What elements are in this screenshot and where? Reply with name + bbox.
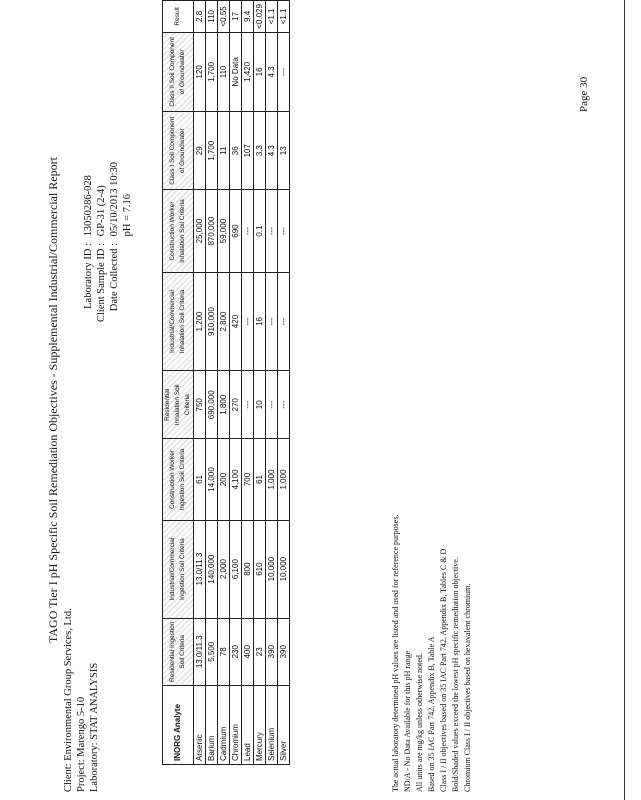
table-cell: 3.3 — [254, 112, 266, 190]
bottom-rule — [624, 0, 625, 800]
client-sample-id-value: GP-31 (2-4) — [96, 185, 107, 237]
table-cell: 910,000 — [206, 272, 218, 371]
table-cell: <1.1 — [278, 1, 290, 33]
table-cell: 420 — [230, 272, 242, 371]
table-cell: --- — [266, 190, 278, 272]
table-row — [194, 1, 206, 765]
table-cell: 200 — [218, 439, 230, 520]
analyte-name: Cadmium — [218, 686, 230, 765]
analyte-name: Mercury — [254, 686, 266, 765]
table-cell: 11 — [218, 112, 230, 190]
client-sample-id-row — [95, 154, 108, 322]
laboratory-label: Laboratory: — [89, 742, 100, 792]
client-label: Client: — [63, 763, 74, 792]
analyte-name: Selenium — [266, 686, 278, 765]
table-cell: 110 — [218, 32, 230, 111]
table-cell: 61 — [254, 439, 266, 520]
analyte-name: Chromium — [230, 686, 242, 765]
table-cell: 78 — [218, 618, 230, 685]
table-cell: 800 — [242, 520, 254, 618]
table-row — [266, 1, 278, 765]
table-cell: --- — [278, 190, 290, 272]
table-cell: <0.029 — [254, 1, 266, 33]
table-cell: No Data — [230, 32, 242, 111]
table-cell: 270 — [230, 371, 242, 439]
table-cell: 1,700 — [206, 112, 218, 190]
table-cell: 390 — [266, 618, 278, 685]
table-cell: 1,200 — [194, 272, 206, 371]
table-cell: --- — [278, 371, 290, 439]
table-cell: 140,000 — [206, 520, 218, 618]
table-cell: 690,000 — [206, 371, 218, 439]
table-cell: 25,000 — [194, 190, 206, 272]
table-cell: 110 — [206, 1, 218, 33]
column-header: Construction Worker Ingestion Soil Criteria — [163, 439, 194, 520]
table-row — [254, 1, 266, 765]
table-cell: 400 — [242, 618, 254, 685]
date-collected-row — [108, 154, 121, 322]
table-cell: 1,000 — [266, 439, 278, 520]
table-cell: 0.1 — [254, 190, 266, 272]
laboratory-value: STAT ANALYSIS — [89, 662, 100, 740]
footnote: Chromium Class I / II objectives based on hexavalent chromium. — [463, 583, 472, 792]
table-row — [206, 1, 218, 765]
table-cell: 10,000 — [278, 520, 290, 618]
table-cell: 29 — [194, 112, 206, 190]
table-cell: --- — [278, 32, 290, 111]
column-header: Residential Inhalation Soil Criteria — [163, 371, 194, 439]
table-cell: 4.3 — [266, 112, 278, 190]
date-collected-value: 05/10/2013 10:30 — [109, 161, 120, 237]
table-cell: 59,000 — [218, 190, 230, 272]
table-cell: 9.4 — [242, 1, 254, 33]
column-header: Industrial/Commercial Ingestion Soil Criteria — [163, 520, 194, 618]
analyte-name: Barium — [206, 686, 218, 765]
sample-info-block — [82, 154, 134, 322]
column-header: Construction Worker Inhalation Soil Criteria — [163, 190, 194, 272]
client-info-block — [62, 608, 101, 792]
project-row — [75, 608, 88, 792]
table-cell: 610 — [254, 520, 266, 618]
column-header: Residential Ingestion Soil Criteria — [163, 618, 194, 685]
table-cell: 10 — [254, 371, 266, 439]
footnote: ND/A - No Data Available for this pH range — [403, 650, 412, 792]
table-cell: 36 — [230, 112, 242, 190]
table-cell: 120 — [194, 32, 206, 111]
table-cell: 2,800 — [218, 272, 230, 371]
analyte-name: Arsenic — [194, 686, 206, 765]
table-cell: 10,000 — [266, 520, 278, 618]
ph-row — [121, 154, 134, 322]
table-cell: 4.3 — [266, 32, 278, 111]
table-cell: 6,100 — [230, 520, 242, 618]
table-cell: 107 — [242, 112, 254, 190]
corner-label: INORG Analyte — [163, 686, 194, 765]
table-row — [230, 1, 242, 765]
footnotes — [390, 515, 474, 792]
table-row — [218, 1, 230, 765]
table-cell: 4,100 — [230, 439, 242, 520]
laboratory-row — [88, 608, 101, 792]
table-cell: 13.0/11.3 — [194, 520, 206, 618]
table-cell: --- — [242, 272, 254, 371]
column-header: Result — [163, 1, 194, 33]
footnote: The actual laboratory determined pH values are listed and used for reference purposes. — [391, 514, 400, 792]
table-cell: --- — [266, 272, 278, 371]
footnote: Class I / II objectives based on 35 IAC Part 742, Appendix B, Tables C & D — [439, 548, 448, 792]
analyte-name: Lead — [242, 686, 254, 765]
table-cell: <1.1 — [266, 1, 278, 33]
table-cell: 700 — [242, 439, 254, 520]
footnote: Bold/Shaded values exceed the lowest pH specific remediation objective. — [451, 557, 460, 792]
footnote: Based on 35 IAC Part 742, Appendix B, Table A — [427, 636, 436, 792]
footnote: All units are mg/kg unless otherwise noted. — [415, 653, 424, 792]
project-label: Project: — [76, 759, 87, 792]
column-header: Class II Soil Component of Groundwater — [163, 32, 194, 111]
table-cell: 390 — [278, 618, 290, 685]
date-collected-label: Date Collected : — [109, 242, 120, 312]
table-cell: 2.8 — [194, 1, 206, 33]
client-sample-id-label: Client Sample ID : — [96, 242, 107, 322]
table-cell: 61 — [194, 439, 206, 520]
project-value: Marengo 5-10 — [76, 696, 87, 757]
table-row — [278, 1, 290, 765]
table-cell: 23 — [254, 618, 266, 685]
table-cell: 750 — [194, 371, 206, 439]
ph-value: pH = 7.16 — [122, 193, 133, 237]
table-row — [242, 1, 254, 765]
client-value: Environmental Group Services, Ltd. — [63, 608, 74, 761]
table-header-row — [163, 1, 194, 765]
table-cell: 16 — [254, 272, 266, 371]
analyte-name: Silver — [278, 686, 290, 765]
table-cell: <0.55 — [218, 1, 230, 33]
table-cell: 1,700 — [206, 32, 218, 111]
column-header: Industrial/Commercial Inhalation Soil Criteria — [163, 272, 194, 371]
table-cell: 1,000 — [278, 439, 290, 520]
page-number: Page 30 — [578, 76, 590, 112]
table-cell: 2,000 — [218, 520, 230, 618]
table-cell: 17 — [230, 1, 242, 33]
column-header: Class I Soil Component of Groundwater — [163, 112, 194, 190]
lab-id-row — [82, 154, 95, 322]
table-cell: 5,500 — [206, 618, 218, 685]
table-cell: --- — [278, 272, 290, 371]
client-row — [62, 608, 75, 792]
table-cell: 230 — [230, 618, 242, 685]
table-cell: --- — [242, 371, 254, 439]
table-cell: 13 — [278, 112, 290, 190]
table-cell: 690 — [230, 190, 242, 272]
table-cell: 14,000 — [206, 439, 218, 520]
table-cell: --- — [242, 190, 254, 272]
table-cell: 1,420 — [242, 32, 254, 111]
lab-id-value: 13050286-028 — [83, 175, 94, 237]
table-cell: 13.0/11.3 — [194, 618, 206, 685]
remediation-objectives-table — [162, 0, 290, 765]
table-cell: 1,800 — [218, 371, 230, 439]
report-title: TAGO Tier I pH Specific Soil Remediation Objectives - Supplemental Industrial/Commercial Report — [46, 157, 60, 643]
table-cell: --- — [266, 371, 278, 439]
table-cell: 16 — [254, 32, 266, 111]
table-cell: 870,000 — [206, 190, 218, 272]
lab-id-label: Laboratory ID : — [83, 242, 94, 309]
